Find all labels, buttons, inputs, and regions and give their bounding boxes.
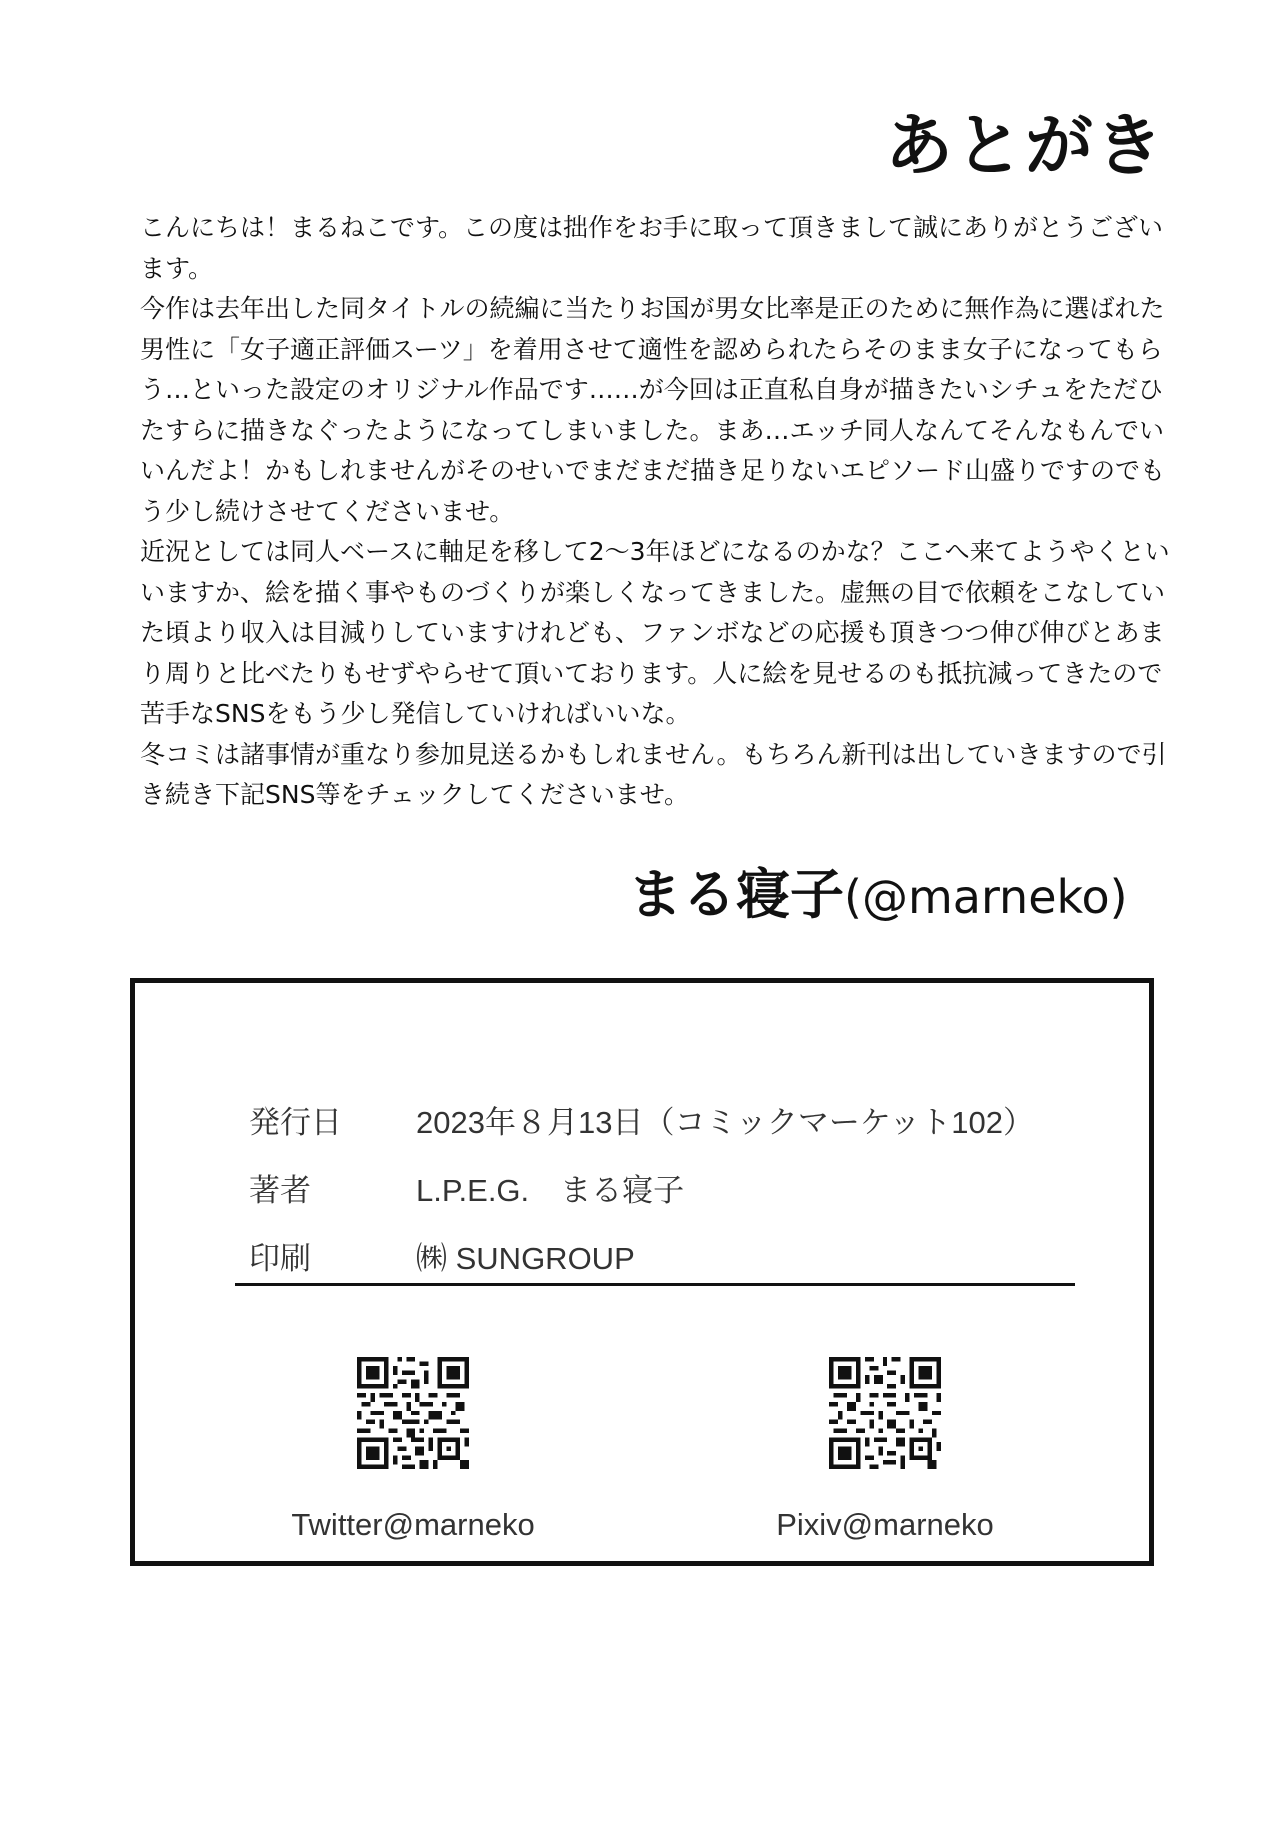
info-value: L.P.E.G. まる寝子 xyxy=(416,1172,685,1208)
qr-code-icon[interactable] xyxy=(829,1357,941,1469)
page-title: あとがき xyxy=(884,107,1165,186)
info-label: 印刷 xyxy=(249,1240,311,1276)
info-value: 2023年８月13日（コミックマーケット102） xyxy=(416,1104,1034,1140)
info-row-printer xyxy=(249,1221,1034,1289)
info-row-author xyxy=(249,1153,1034,1221)
afterword-paragraph: こんにちは！まるねこです。この度は拙作をお手に取って頂きまして誠にありがとうございます。 xyxy=(140,213,1164,283)
signature-name: まる寝子 xyxy=(628,862,844,926)
author-signature xyxy=(628,852,1128,929)
pixiv-handle[interactable]: Pixiv@marneko xyxy=(776,1507,994,1542)
publication-info xyxy=(249,1085,1034,1289)
info-row-date xyxy=(249,1085,1034,1153)
pixiv-link[interactable] xyxy=(725,1357,1045,1543)
info-value: ㈱ SUNGROUP xyxy=(416,1240,635,1276)
colophon-box xyxy=(130,978,1154,1566)
afterword-paragraph: 冬コミは諸事情が重なり参加見送るかもしれません。もちろん新刊は出していきますので引き続き下記SNS等をチェックしてくださいませ。 xyxy=(140,739,1167,809)
afterword-text xyxy=(140,208,1180,816)
twitter-handle[interactable]: Twitter@marneko xyxy=(291,1507,535,1542)
info-label: 著者 xyxy=(249,1172,311,1208)
info-label: 発行日 xyxy=(249,1104,342,1140)
twitter-link[interactable] xyxy=(253,1357,573,1543)
afterword-paragraph: 近況としては同人ベースに軸足を移して2～3年ほどになるのかな？ここへ来てようやくといいますか、絵を描く事やものづくりが楽しくなってきました。虚無の目で依頼をこなしていた頃より収入は目減りしていますけれども、ファンボなどの応援も頂きつつ伸び伸びとあまり周りと比べたりもせずやらせて頂いております。人に絵を見せるのも抵抗減ってきたので苦手なSNSをもう少し発信していければいいな。 xyxy=(140,537,1170,728)
signature-handle: (@marneko) xyxy=(844,870,1128,924)
divider xyxy=(235,1283,1075,1286)
qr-code-icon[interactable] xyxy=(357,1357,469,1469)
afterword-paragraph: 今作は去年出した同タイトルの続編に当たりお国が男女比率是正のために無作為に選ばれた男性に「女子適正評価スーツ」を着用させて適性を認められたらそのまま女子になってもらう…といった設定のオリジナル作品です……が今回は正直私自身が描きたいシチュをただひたすらに描きなぐったようになってしまいました。まあ…エッチ同人なんてそんなもんでいいんだよ！かもしれませんがそのせいでまだまだ描き足りないエピソード山盛りですのでもう少し続けさせてくださいませ。 xyxy=(140,294,1166,526)
